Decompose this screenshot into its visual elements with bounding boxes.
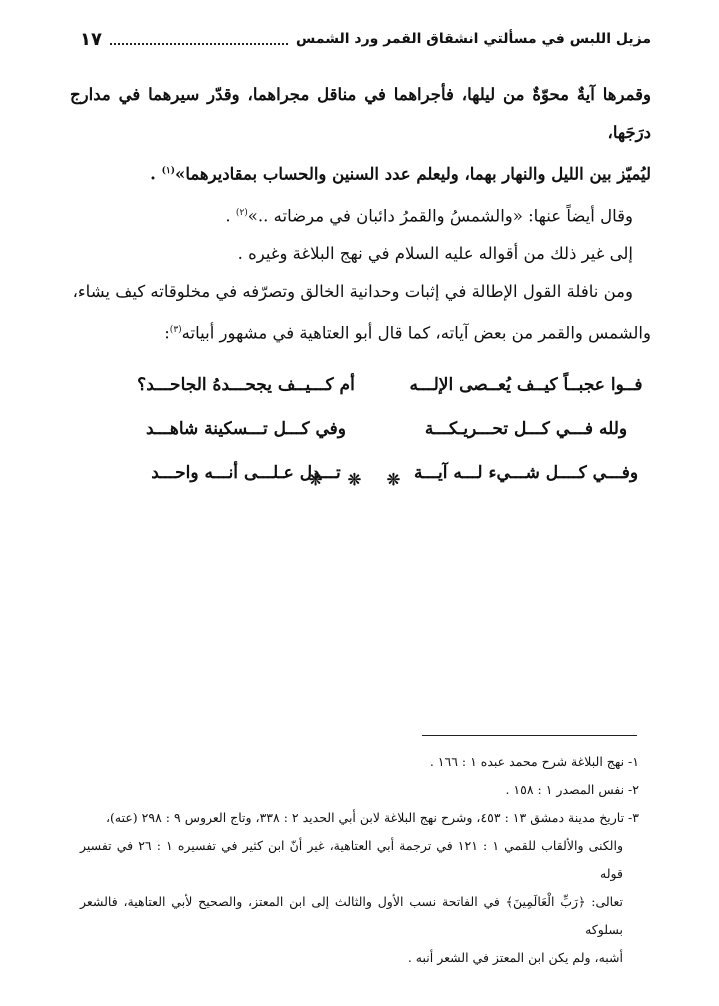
verse-1: [70, 363, 651, 407]
footnote-rule: [422, 735, 637, 736]
footnote-ref-2: (٢): [235, 207, 248, 218]
paragraph-2-text: وقال أيضاً عنها: «والشمسُ والقمرُ دائبان في مرضاته ..»: [247, 206, 633, 225]
paragraph-4-end: :: [164, 323, 170, 343]
main-text: [70, 76, 651, 495]
verse-1-second-hemistich: أم كـــيــف يجحـــدهُ الجاحـــد؟: [137, 374, 355, 395]
page-number: ١٧: [80, 28, 102, 50]
footnote-ref-1: (١): [161, 166, 176, 176]
verse-3-second-hemistich: تـــدل عـلـــى أنـــه واحـــد: [151, 462, 341, 483]
paragraph-1-line-2: [70, 152, 651, 194]
paragraph-1-text: ليُميّز بين الليل والنهار بهما، وليعلم عدد السنين والحساب بمقاديرهما»: [175, 164, 651, 184]
footnote-3-line-2: والكنى والألقاب للقمي ١ : ١٢١ في ترجمة أبي العتاهية، غير أنّ ابن كثير في تفسيره ١ : ٢٦ في تفسير قوله: [80, 838, 623, 881]
verse-3-first-hemistich: وفـــي كــــل شـــيء لـــه آيـــة: [413, 462, 639, 483]
paragraph-4-text: والشمس والقمر من بعض آياته، كما قال أبو العتاهية في مشهور أبياته: [181, 323, 651, 343]
section-separator: ❊ ❊ ❊: [308, 470, 411, 489]
paragraph-2-end: .: [225, 206, 236, 225]
paragraph-1-line-1: وقمرها آيةٌ محوّةٌ من ليلها، فأجراهما في مناقل مجراهما، وقدّر سيرهما في مدارج درَجَها،: [70, 85, 651, 142]
footnote-3-line-3: تعالى: ﴿رَبِّ الْعَالَمِينَ﴾ في الفاتحة نسب الأول والثالث إلى ابن المعتز، والصحيح لأبي العتاهية، فالشعر بسلوكه: [80, 894, 623, 937]
footnote-1: ١- نهج البلاغة شرح محمد عبده ١ : ١٦٦ .: [429, 754, 639, 769]
paragraph-4-line-1: ومن نافلة القول الإطالة في إثبات وحدانية الخالق وتصرّفه في مخلوقاته كيف يشاء،: [72, 282, 633, 301]
footnotes: [80, 748, 639, 972]
verse-1-first-hemistich: فــوا عجبــاً كيــف يُعــصى الإلـــه: [409, 374, 643, 395]
footnote-3-line-1: ٣- تاريخ مدينة دمشق ١٣ : ٤٥٣، وشرح نهج البلاغة لابن أبي الحديد ٢ : ٣٣٨، وتاج العروس ٩ : ٢٩٨ (عته)،: [105, 810, 639, 825]
header-title: مزيل اللبس في مسألتي انشقاق القمر ورد الشمس: [296, 31, 651, 47]
verse-2-first-hemistich: ولله فـــي كـــل تحـــريـكـــة: [424, 418, 628, 439]
paragraph-1-end: .: [150, 164, 162, 184]
footnote-2: ٢- نفس المصدر ١ : ١٥٨ .: [505, 782, 639, 797]
running-header: [80, 26, 651, 52]
header-leader-dots: [110, 33, 288, 45]
paragraph-2: [70, 194, 651, 236]
paragraph-4-line-2: [70, 311, 651, 353]
verse-2-second-hemistich: وفي كـــل تـــسكينة شاهـــد: [145, 418, 347, 439]
footnote-ref-3: (٣): [169, 325, 182, 335]
footnote-3-line-4: أشبه، ولم يكن ابن المعتز في الشعر أنبه .: [407, 950, 623, 965]
verse-2: [70, 407, 651, 451]
paragraph-3: إلى غير ذلك من أقواله عليه السلام في نهج البلاغة وغيره .: [237, 244, 633, 263]
